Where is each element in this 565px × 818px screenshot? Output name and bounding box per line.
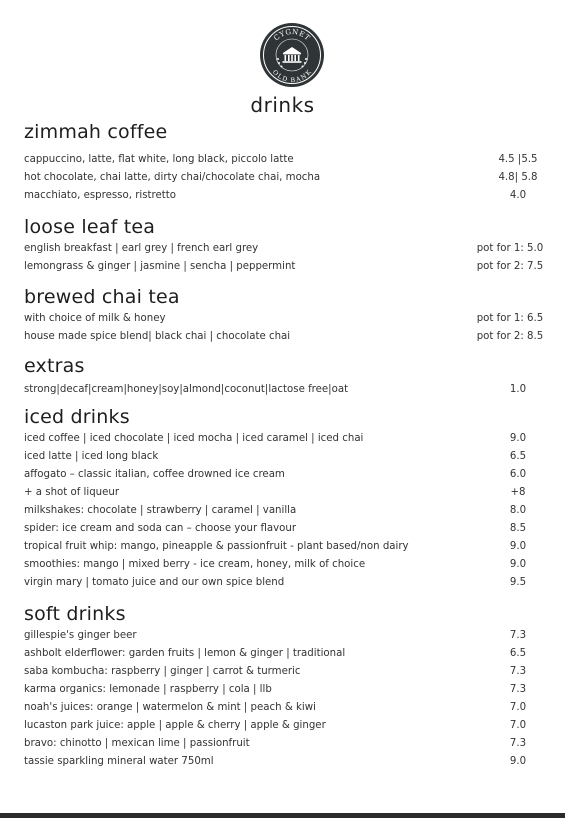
menu-item	[24, 556, 544, 574]
item-price: 9.0	[509, 559, 527, 570]
section-loose-leaf-tea	[24, 216, 544, 276]
item-price: 7.3	[509, 684, 527, 695]
item-name: noah's juices: orange | watermelon & mint | peach & kiwi	[24, 702, 316, 713]
menu-item	[24, 151, 544, 169]
menu-item	[24, 328, 544, 346]
item-price: 4.5 |5.5	[498, 154, 538, 165]
menu-item	[24, 430, 544, 448]
menu-item	[24, 258, 544, 276]
item-name: macchiato, espresso, ristretto	[24, 190, 176, 201]
item-price: 1.0	[509, 384, 527, 395]
item-name: bravo: chinotto | mexican lime | passionfruit	[24, 738, 250, 749]
menu-item	[24, 448, 544, 466]
page-title: drinks	[250, 93, 315, 117]
item-name: lemongrass & ginger | jasmine | sencha | peppermint	[24, 261, 296, 272]
item-price: 7.3	[509, 630, 527, 641]
logo-top-text: CYGNET	[272, 27, 312, 43]
section-title: zimmah coffee	[24, 121, 168, 143]
item-price: pot for 1: 5.0	[476, 243, 544, 254]
item-name: affogato – classic italian, coffee drowned ice cream	[24, 469, 285, 480]
menu-item	[24, 520, 544, 538]
menu-item	[24, 699, 544, 717]
item-price: 9.0	[509, 433, 527, 444]
item-name: milkshakes: chocolate | strawberry | caramel | vanilla	[24, 505, 297, 516]
item-name: saba kombucha: raspberry | ginger | carrot & turmeric	[24, 666, 301, 677]
menu-item	[24, 169, 544, 187]
item-name: ashbolt elderflower: garden fruits | lemon & ginger | traditional	[24, 648, 346, 659]
menu-item	[24, 484, 544, 502]
item-name: tassie sparkling mineral water 750ml	[24, 756, 214, 767]
menu-item	[24, 717, 544, 735]
item-price: 4.0	[509, 190, 527, 201]
item-name: + a shot of liqueur	[24, 487, 120, 498]
item-price: 7.3	[509, 738, 527, 749]
item-name: lucaston park juice: apple | apple & cherry | apple & ginger	[24, 720, 326, 731]
menu-item	[24, 663, 544, 681]
item-name: gillespie's ginger beer	[24, 630, 137, 641]
menu-item	[24, 574, 544, 592]
menu-item	[24, 187, 544, 205]
section-title: loose leaf tea	[24, 216, 156, 238]
item-name: iced latte | iced long black	[24, 451, 159, 462]
item-price: 6.5	[509, 648, 527, 659]
item-name: strong|decaf|cream|honey|soy|almond|coconut|lactose free|oat	[24, 384, 349, 395]
section-soft-drinks	[24, 603, 544, 771]
menu-item	[24, 681, 544, 699]
item-name: virgin mary | tomato juice and our own spice blend	[24, 577, 285, 588]
section-title: brewed chai tea	[24, 286, 180, 308]
item-name: house made spice blend| black chai | chocolate chai	[24, 331, 291, 342]
section-extras	[24, 355, 544, 399]
item-price: 6.0	[509, 469, 527, 480]
menu-item	[24, 645, 544, 663]
item-name: cappuccino, latte, flat white, long black, piccolo latte	[24, 154, 294, 165]
item-name: with choice of milk & honey	[24, 313, 166, 324]
menu-item	[24, 381, 544, 399]
item-price: 6.5	[509, 451, 527, 462]
menu-item	[24, 735, 544, 753]
item-price: 9.0	[509, 541, 527, 552]
section-title: extras	[24, 355, 85, 377]
item-price: +8	[510, 487, 526, 498]
section-iced-drinks	[24, 406, 544, 592]
item-price: 7.3	[509, 666, 527, 677]
menu-item	[24, 502, 544, 520]
menu-item	[24, 753, 544, 771]
menu-item	[24, 627, 544, 645]
menu-item	[24, 538, 544, 556]
section-title: iced drinks	[24, 406, 130, 428]
footer-bar	[0, 813, 565, 818]
item-price: 9.5	[509, 577, 527, 588]
menu-item	[24, 240, 544, 258]
item-name: smoothies: mango | mixed berry - ice cream, honey, milk of choice	[24, 559, 366, 570]
item-price: 7.0	[509, 702, 527, 713]
item-price: 8.0	[509, 505, 527, 516]
item-name: iced coffee | iced chocolate | iced mocha | iced caramel | iced chai	[24, 433, 364, 444]
menu-item	[24, 310, 544, 328]
section-zimmah-coffee	[24, 121, 544, 205]
item-price: pot for 2: 8.5	[476, 331, 544, 342]
menu-item	[24, 466, 544, 484]
item-price: 8.5	[509, 523, 527, 534]
item-name: tropical fruit whip: mango, pineapple & passionfruit - plant based/non dairy	[24, 541, 409, 552]
item-name: karma organics: lemonade | raspberry | cola | llb	[24, 684, 272, 695]
logo-bottom-text: OLD BANK	[270, 68, 314, 85]
section-title: soft drinks	[24, 603, 126, 625]
item-name: hot chocolate, chai latte, dirty chai/chocolate chai, mocha	[24, 172, 321, 183]
cygnet-old-bank-logo	[259, 22, 325, 88]
item-price: 7.0	[509, 720, 527, 731]
item-name: english breakfast | earl grey | french earl grey	[24, 243, 259, 254]
item-price: 9.0	[509, 756, 527, 767]
item-price: pot for 2: 7.5	[476, 261, 544, 272]
section-brewed-chai-tea	[24, 286, 544, 346]
item-name: spider: ice cream and soda can – choose your flavour	[24, 523, 297, 534]
item-price: pot for 1: 6.5	[476, 313, 544, 324]
item-price: 4.8| 5.8	[498, 172, 538, 183]
